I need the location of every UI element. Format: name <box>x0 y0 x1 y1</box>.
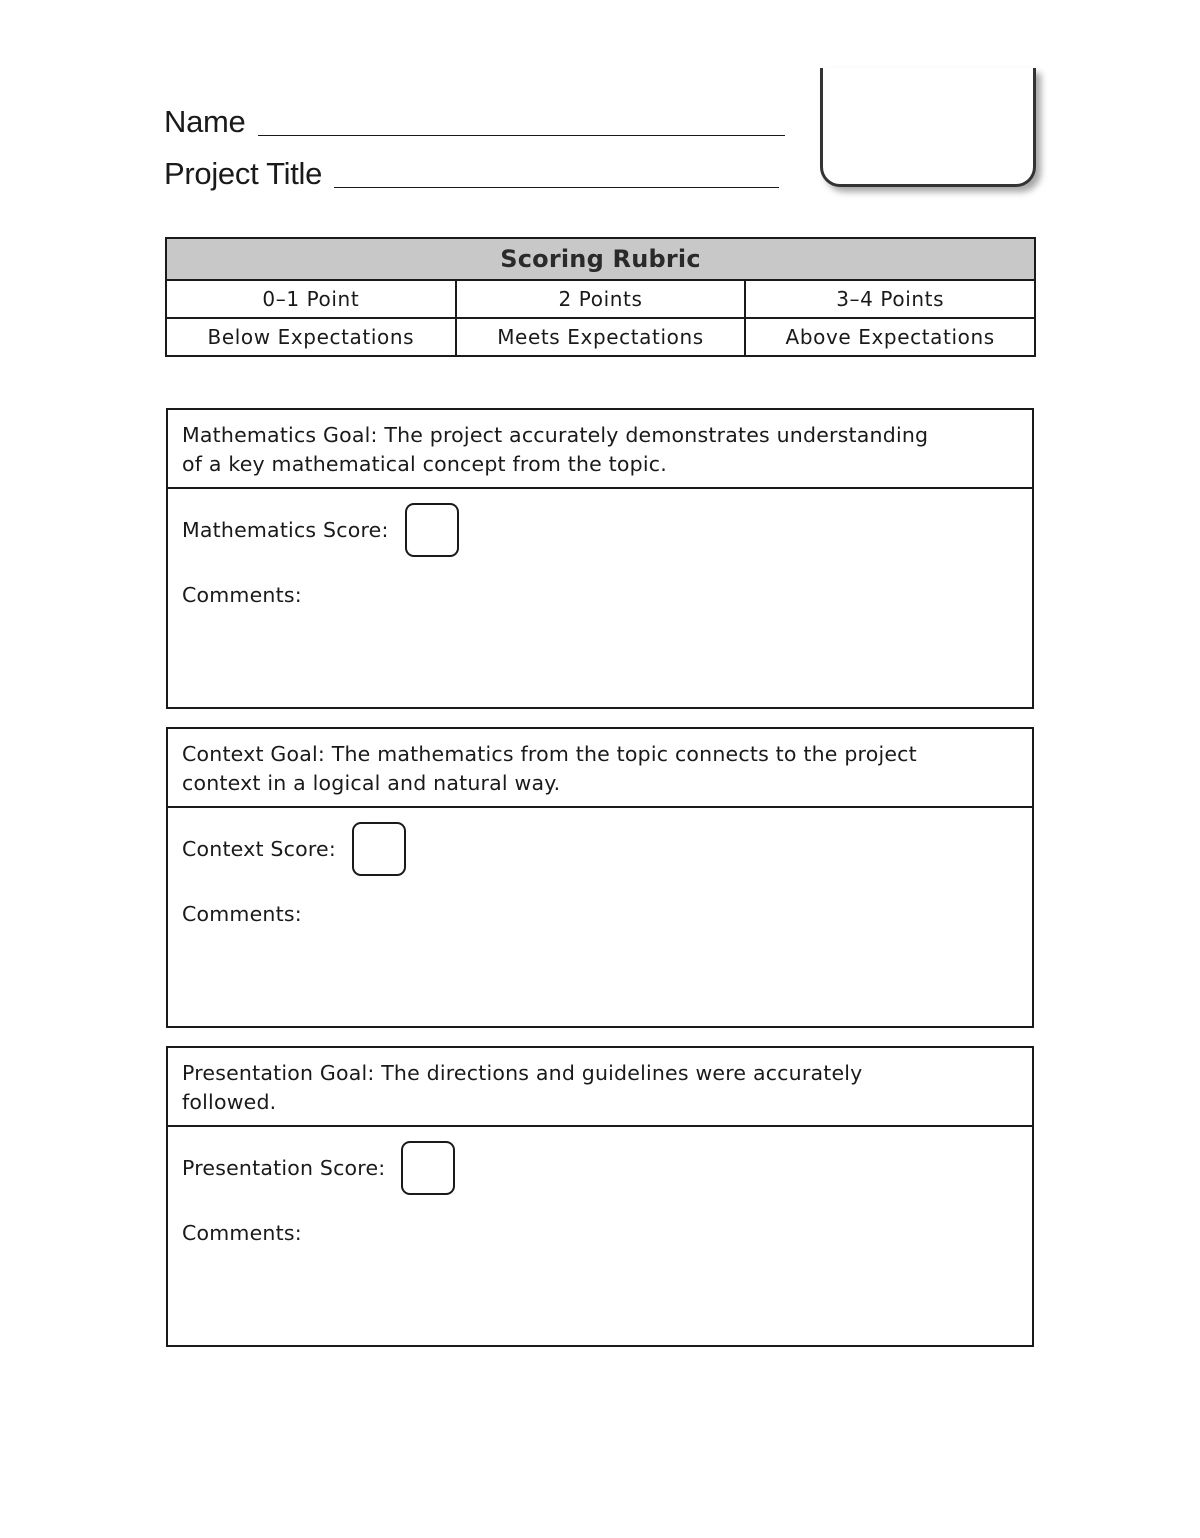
goal-body <box>168 489 1032 707</box>
rubric-level-cell: Meets Expectations <box>456 318 746 356</box>
goal-label: Mathematics Goal: <box>182 423 378 447</box>
goal-body <box>168 808 1032 1026</box>
score-row <box>182 822 406 876</box>
project-title-input-line[interactable] <box>334 187 779 188</box>
goal-body <box>168 1127 1032 1345</box>
rubric-title: Scoring Rubric <box>166 238 1035 280</box>
rubric-points-cell: 0–1 Point <box>166 280 456 318</box>
score-row <box>182 1141 455 1195</box>
mathematics-score-box[interactable] <box>405 503 459 557</box>
presentation-score-box[interactable] <box>401 1141 455 1195</box>
name-label: Name <box>164 104 246 139</box>
scoring-rubric-table <box>165 237 1036 357</box>
mathematics-comments-area[interactable] <box>182 613 1018 697</box>
mathematics-goal-section <box>166 408 1034 709</box>
goal-text: The mathematics from the topic connects to the project context in a logical and natural way. <box>182 742 917 795</box>
context-goal-section <box>166 727 1034 1028</box>
goal-description <box>168 410 1032 489</box>
goal-text: The project accurately demonstrates understanding of a key mathematical concept from the topic. <box>182 423 929 476</box>
comments-label: Comments: <box>182 583 302 607</box>
name-field <box>164 106 785 137</box>
score-row <box>182 503 459 557</box>
total-score-box[interactable] <box>820 68 1036 187</box>
goal-description <box>168 729 1032 808</box>
presentation-goal-section <box>166 1046 1034 1347</box>
comments-label: Comments: <box>182 902 302 926</box>
goal-description <box>168 1048 1032 1127</box>
rubric-level-cell: Below Expectations <box>166 318 456 356</box>
goal-label: Context Goal: <box>182 742 326 766</box>
project-title-field <box>164 158 779 189</box>
context-comments-area[interactable] <box>182 932 1018 1016</box>
score-label: Context Score: <box>182 837 336 861</box>
rubric-points-cell: 2 Points <box>456 280 746 318</box>
context-score-box[interactable] <box>352 822 406 876</box>
rubric-points-row <box>166 280 1035 318</box>
goal-label: Presentation Goal: <box>182 1061 375 1085</box>
name-input-line[interactable] <box>258 135 785 136</box>
comments-label: Comments: <box>182 1221 302 1245</box>
rubric-level-cell: Above Expectations <box>745 318 1035 356</box>
score-label: Presentation Score: <box>182 1156 386 1180</box>
rubric-points-cell: 3–4 Points <box>745 280 1035 318</box>
goal-text: The directions and guidelines were accurately followed. <box>182 1061 863 1114</box>
rubric-level-row <box>166 318 1035 356</box>
presentation-comments-area[interactable] <box>182 1251 1018 1335</box>
score-label: Mathematics Score: <box>182 518 389 542</box>
project-title-label: Project Title <box>164 156 323 191</box>
